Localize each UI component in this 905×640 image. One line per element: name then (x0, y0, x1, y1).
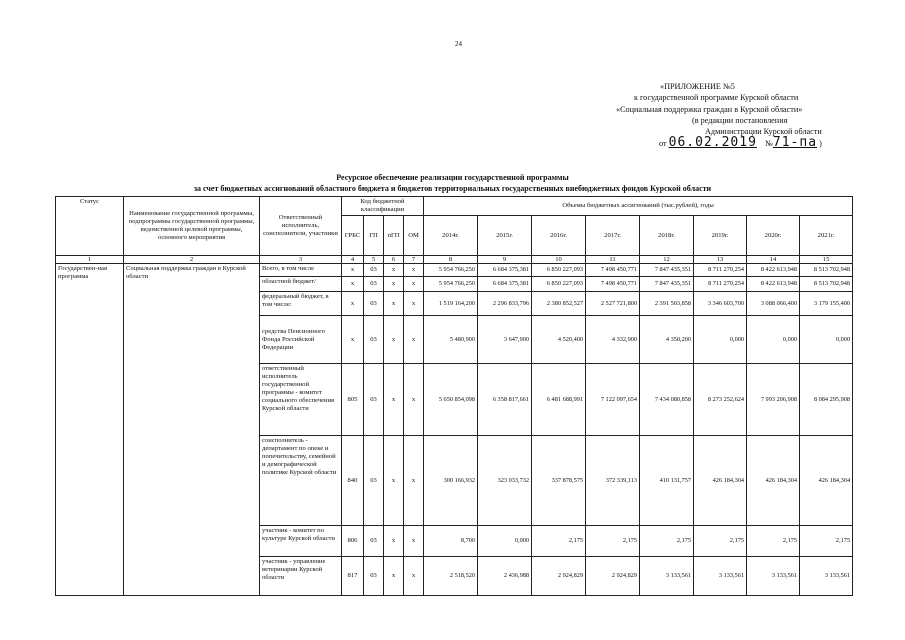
appendix-title: «ПРИЛОЖЕНИЕ №5 (660, 82, 735, 91)
column-index: 5 (364, 256, 384, 264)
row-label: федеральный бюджет, в том числе: (260, 292, 342, 316)
row-label: участник - управление ветеринарии Курской области (260, 557, 342, 596)
value-cell: 6 684 375,381 (478, 264, 532, 277)
value-cell: 3 133,561 (747, 557, 800, 596)
column-index: 7 (404, 256, 424, 264)
grbs-cell: 806 (342, 526, 364, 557)
value-cell: 2,175 (800, 526, 853, 557)
pgp-cell: х (384, 277, 404, 292)
gp-cell: 03 (364, 316, 384, 364)
om-cell: х (404, 292, 424, 316)
header-year: 2020г. (747, 216, 800, 256)
value-cell: 8 084 295,908 (800, 364, 853, 436)
om-cell: х (404, 364, 424, 436)
grbs-cell: х (342, 277, 364, 292)
column-index: 8 (424, 256, 478, 264)
pgp-cell: х (384, 436, 404, 526)
row-label: средства Пенсионного Фонда Российской Федерации (260, 316, 342, 364)
appendix-block (600, 81, 900, 150)
value-cell: 8 273 252,624 (694, 364, 747, 436)
row-label: Всего, в том числе (260, 264, 342, 277)
column-index: 14 (747, 256, 800, 264)
title-line-2: за счет бюджетных ассигнований областного бюджета и бюджетов территориальных государственных внебюджетных фондов Курской области (193, 184, 712, 193)
row-label: ответственный исполнитель государственной программы - комитет социального обеспечения Курской области (260, 364, 342, 436)
om-cell: х (404, 557, 424, 596)
header-year: 2018г. (640, 216, 694, 256)
gp-cell: 03 (364, 364, 384, 436)
value-cell: 6 684 375,381 (478, 277, 532, 292)
value-cell: 8 422 613,948 (747, 277, 800, 292)
pgp-cell: х (384, 264, 404, 277)
header-name: Наименование государственной программы, подпрограммы государственной программы, ведомственной целевой программы, основного мероприятия (124, 197, 260, 256)
value-cell: 426 184,304 (694, 436, 747, 526)
grbs-cell: х (342, 264, 364, 277)
value-cell: 2 924,829 (586, 557, 640, 596)
header-year: 2015г. (478, 216, 532, 256)
value-cell: 300 166,932 (424, 436, 478, 526)
value-cell: 7 122 097,654 (586, 364, 640, 436)
column-index: 2 (124, 256, 260, 264)
pgp-cell: х (384, 292, 404, 316)
value-cell: 2 924,829 (532, 557, 586, 596)
grbs-cell: 817 (342, 557, 364, 596)
value-cell: 2,175 (532, 526, 586, 557)
value-cell: 0,000 (694, 316, 747, 364)
header-code: ОМ (404, 216, 424, 256)
program-name: Социальная поддержка граждан в Курской области (124, 264, 260, 596)
value-cell: 426 184,304 (800, 436, 853, 526)
value-cell: 337 878,575 (532, 436, 586, 526)
pgp-cell: х (384, 557, 404, 596)
header-year: 2021г. (800, 216, 853, 256)
value-cell: 372 339,113 (586, 436, 640, 526)
appendix-line: «Социальная поддержка граждан в Курской области» (616, 104, 803, 114)
appendix-line: Администрации Курской области (705, 127, 822, 137)
value-cell: 0,000 (478, 526, 532, 557)
value-cell: 3 133,561 (694, 557, 747, 596)
header-year: 2016г. (532, 216, 586, 256)
program-status: Государствен-ная программа (56, 264, 124, 596)
value-cell: 2 296 833,796 (478, 292, 532, 316)
value-cell: 8 422 613,948 (747, 264, 800, 277)
from-label: от (659, 139, 667, 149)
value-cell: 2 436,988 (478, 557, 532, 596)
value-cell: 1 519 164,200 (424, 292, 478, 316)
gp-cell: 03 (364, 264, 384, 277)
value-cell: 5 954 766,250 (424, 277, 478, 292)
value-cell: 3 133,561 (640, 557, 694, 596)
gp-cell: 03 (364, 436, 384, 526)
appendix-line: к государственной программе Курской области (634, 93, 799, 103)
gp-cell: 03 (364, 526, 384, 557)
pgp-cell: х (384, 364, 404, 436)
gp-cell: 03 (364, 557, 384, 596)
value-cell: 4 350,200 (640, 316, 694, 364)
value-cell: 426 184,304 (747, 436, 800, 526)
column-index: 4 (342, 256, 364, 264)
column-index: 10 (532, 256, 586, 264)
om-cell: х (404, 264, 424, 277)
page-number: 24 (455, 40, 462, 48)
value-cell: 2 380 852,527 (532, 292, 586, 316)
column-index: 11 (586, 256, 640, 264)
gp-cell: 03 (364, 277, 384, 292)
value-cell: 3 647,900 (478, 316, 532, 364)
value-cell: 8,700 (424, 526, 478, 557)
om-cell: х (404, 277, 424, 292)
number-label: № (765, 139, 773, 149)
value-cell: 8 711 270,254 (694, 277, 747, 292)
row-label: участник - комитет по культуре Курской области (260, 526, 342, 557)
value-cell: 6 481 688,991 (532, 364, 586, 436)
column-index: 13 (694, 256, 747, 264)
value-cell: 2 527 721,800 (586, 292, 640, 316)
om-cell: х (404, 316, 424, 364)
value-cell: 6 850 227,093 (532, 264, 586, 277)
decree-number: 71-па (772, 135, 818, 151)
value-cell: 0,000 (800, 316, 853, 364)
title-line-1: Ресурсное обеспечение реализации государственной программы (336, 173, 569, 182)
header-code: пГП (384, 216, 404, 256)
appendix-date-line (600, 137, 900, 149)
decree-date: 06.02.2019 (668, 135, 757, 151)
appendix-line: (в редакции постановления (692, 115, 788, 125)
value-cell: 2,175 (694, 526, 747, 557)
om-cell: х (404, 436, 424, 526)
column-index: 1 (56, 256, 124, 264)
value-cell: 8 513 702,948 (800, 277, 853, 292)
value-cell: 323 033,732 (478, 436, 532, 526)
column-index: 6 (384, 256, 404, 264)
value-cell: 7 847 435,351 (640, 264, 694, 277)
table-row (56, 264, 853, 277)
value-cell: 6 358 817,661 (478, 364, 532, 436)
value-cell: 7 498 450,771 (586, 277, 640, 292)
pgp-cell: х (384, 526, 404, 557)
value-cell: 4 520,400 (532, 316, 586, 364)
header-volumes: Объемы бюджетных ассигнований (тыс.рублей), годы (424, 197, 853, 216)
value-cell: 5 650 854,098 (424, 364, 478, 436)
row-label: областной бюджет/ (260, 277, 342, 292)
column-index: 12 (640, 256, 694, 264)
header-code: ГРБС (342, 216, 364, 256)
value-cell: 7 993 206,908 (747, 364, 800, 436)
value-cell: 2 391 503,858 (640, 292, 694, 316)
value-cell: 5 954 766,250 (424, 264, 478, 277)
value-cell: 7 847 435,351 (640, 277, 694, 292)
om-cell: х (404, 526, 424, 557)
header-year: 2019г. (694, 216, 747, 256)
column-index: 3 (260, 256, 342, 264)
column-index: 9 (478, 256, 532, 264)
document-title (0, 172, 905, 194)
closing-paren: ) (819, 139, 822, 149)
value-cell: 7 434 080,858 (640, 364, 694, 436)
value-cell: 3 179 155,400 (800, 292, 853, 316)
value-cell: 0,000 (747, 316, 800, 364)
header-status: Статус (56, 197, 124, 256)
header-executor: Ответственный исполнитель, соисполнители, участники (260, 197, 342, 256)
value-cell: 6 850 227,093 (532, 277, 586, 292)
value-cell: 3 346 603,700 (694, 292, 747, 316)
grbs-cell: 805 (342, 364, 364, 436)
resource-table (55, 196, 853, 596)
header-year: 2017г. (586, 216, 640, 256)
grbs-cell: х (342, 316, 364, 364)
header-code-group: Код бюджетной классификации (342, 197, 424, 216)
gp-cell: 03 (364, 292, 384, 316)
value-cell: 2,175 (586, 526, 640, 557)
value-cell: 7 498 450,771 (586, 264, 640, 277)
header-year: 2014г. (424, 216, 478, 256)
header-code: ГП (364, 216, 384, 256)
value-cell: 3 088 066,400 (747, 292, 800, 316)
value-cell: 8 711 270,254 (694, 264, 747, 277)
value-cell: 2,175 (747, 526, 800, 557)
value-cell: 4 332,900 (586, 316, 640, 364)
column-index: 15 (800, 256, 853, 264)
value-cell: 2 518,520 (424, 557, 478, 596)
pgp-cell: х (384, 316, 404, 364)
value-cell: 410 131,757 (640, 436, 694, 526)
column-index-row (56, 256, 853, 264)
row-label: соисполнитель - департамент по опеке и попечительству, семейной и демографической политике Курской области (260, 436, 342, 526)
grbs-cell: х (342, 292, 364, 316)
value-cell: 8 513 702,948 (800, 264, 853, 277)
value-cell: 3 133,561 (800, 557, 853, 596)
grbs-cell: 840 (342, 436, 364, 526)
value-cell: 5 480,900 (424, 316, 478, 364)
value-cell: 2,175 (640, 526, 694, 557)
